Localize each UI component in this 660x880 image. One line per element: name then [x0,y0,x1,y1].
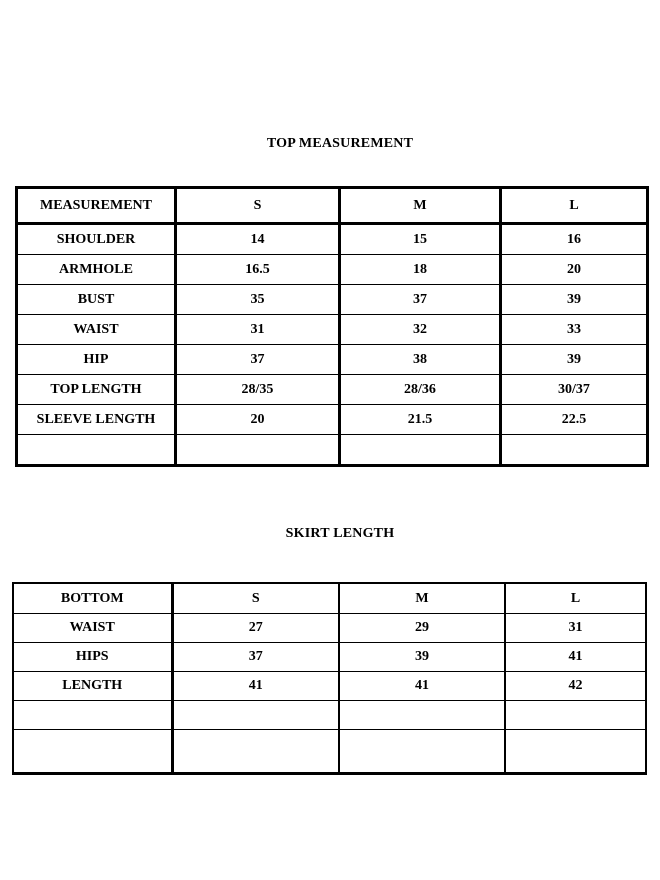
table-row [17,405,648,435]
table-row [17,315,648,345]
empty-table-row [13,701,646,730]
empty-cell [176,435,340,466]
cell-value: 15 [340,224,501,255]
table-header-row [17,188,648,224]
cell-value: 31 [505,614,646,643]
cell-value: 37 [172,643,339,672]
cell-value: 28/36 [340,375,501,405]
top-measurement-title: TOP MEASUREMENT [266,136,414,151]
cell-value: 31 [176,315,340,345]
cell-value: 20 [501,255,648,285]
empty-cell [340,435,501,466]
row-label: WAIST [13,614,172,643]
cell-value: 18 [340,255,501,285]
empty-cell [501,435,648,466]
header-cell-size-m: M [340,188,501,224]
row-label: HIP [17,345,176,375]
header-cell-size-m: M [339,583,505,614]
cell-value: 37 [340,285,501,315]
cell-value: 41 [172,672,339,701]
skirt-length-title: SKIRT LENGTH [285,526,395,541]
cell-value: 39 [501,345,648,375]
row-label: SLEEVE LENGTH [17,405,176,435]
empty-cell [13,701,172,730]
cell-value: 35 [176,285,340,315]
cell-value: 39 [339,643,505,672]
empty-table-row [13,730,646,774]
cell-value: 28/35 [176,375,340,405]
table-header-row [13,583,646,614]
header-cell-size-s: S [172,583,339,614]
header-cell-size-l: L [501,188,648,224]
empty-cell [505,701,646,730]
header-cell-bottom: BOTTOM [13,583,172,614]
empty-table-row [17,435,648,466]
cell-value: 14 [176,224,340,255]
row-label: WAIST [17,315,176,345]
empty-cell [339,730,505,774]
header-cell-size-s: S [176,188,340,224]
cell-value: 41 [339,672,505,701]
cell-value: 16 [501,224,648,255]
row-label: TOP LENGTH [17,375,176,405]
row-label: ARMHOLE [17,255,176,285]
cell-value: 16.5 [176,255,340,285]
skirt-length-table [12,582,647,775]
row-label: BUST [17,285,176,315]
header-cell-size-l: L [505,583,646,614]
cell-value: 39 [501,285,648,315]
cell-value: 29 [339,614,505,643]
cell-value: 22.5 [501,405,648,435]
empty-cell [17,435,176,466]
empty-cell [172,730,339,774]
cell-value: 42 [505,672,646,701]
empty-cell [339,701,505,730]
table-row [13,614,646,643]
table-row [17,285,648,315]
table-row [17,345,648,375]
cell-value: 20 [176,405,340,435]
table-row [17,255,648,285]
table-row [17,224,648,255]
top-measurement-table [15,186,649,467]
empty-cell [172,701,339,730]
empty-cell [13,730,172,774]
table-row [13,672,646,701]
cell-value: 41 [505,643,646,672]
header-cell-measurement: MEASUREMENT [17,188,176,224]
cell-value: 27 [172,614,339,643]
table-row [13,643,646,672]
cell-value: 32 [340,315,501,345]
cell-value: 33 [501,315,648,345]
row-label: LENGTH [13,672,172,701]
row-label: HIPS [13,643,172,672]
row-label: SHOULDER [17,224,176,255]
cell-value: 37 [176,345,340,375]
cell-value: 30/37 [501,375,648,405]
cell-value: 38 [340,345,501,375]
table-row [17,375,648,405]
cell-value: 21.5 [340,405,501,435]
empty-cell [505,730,646,774]
